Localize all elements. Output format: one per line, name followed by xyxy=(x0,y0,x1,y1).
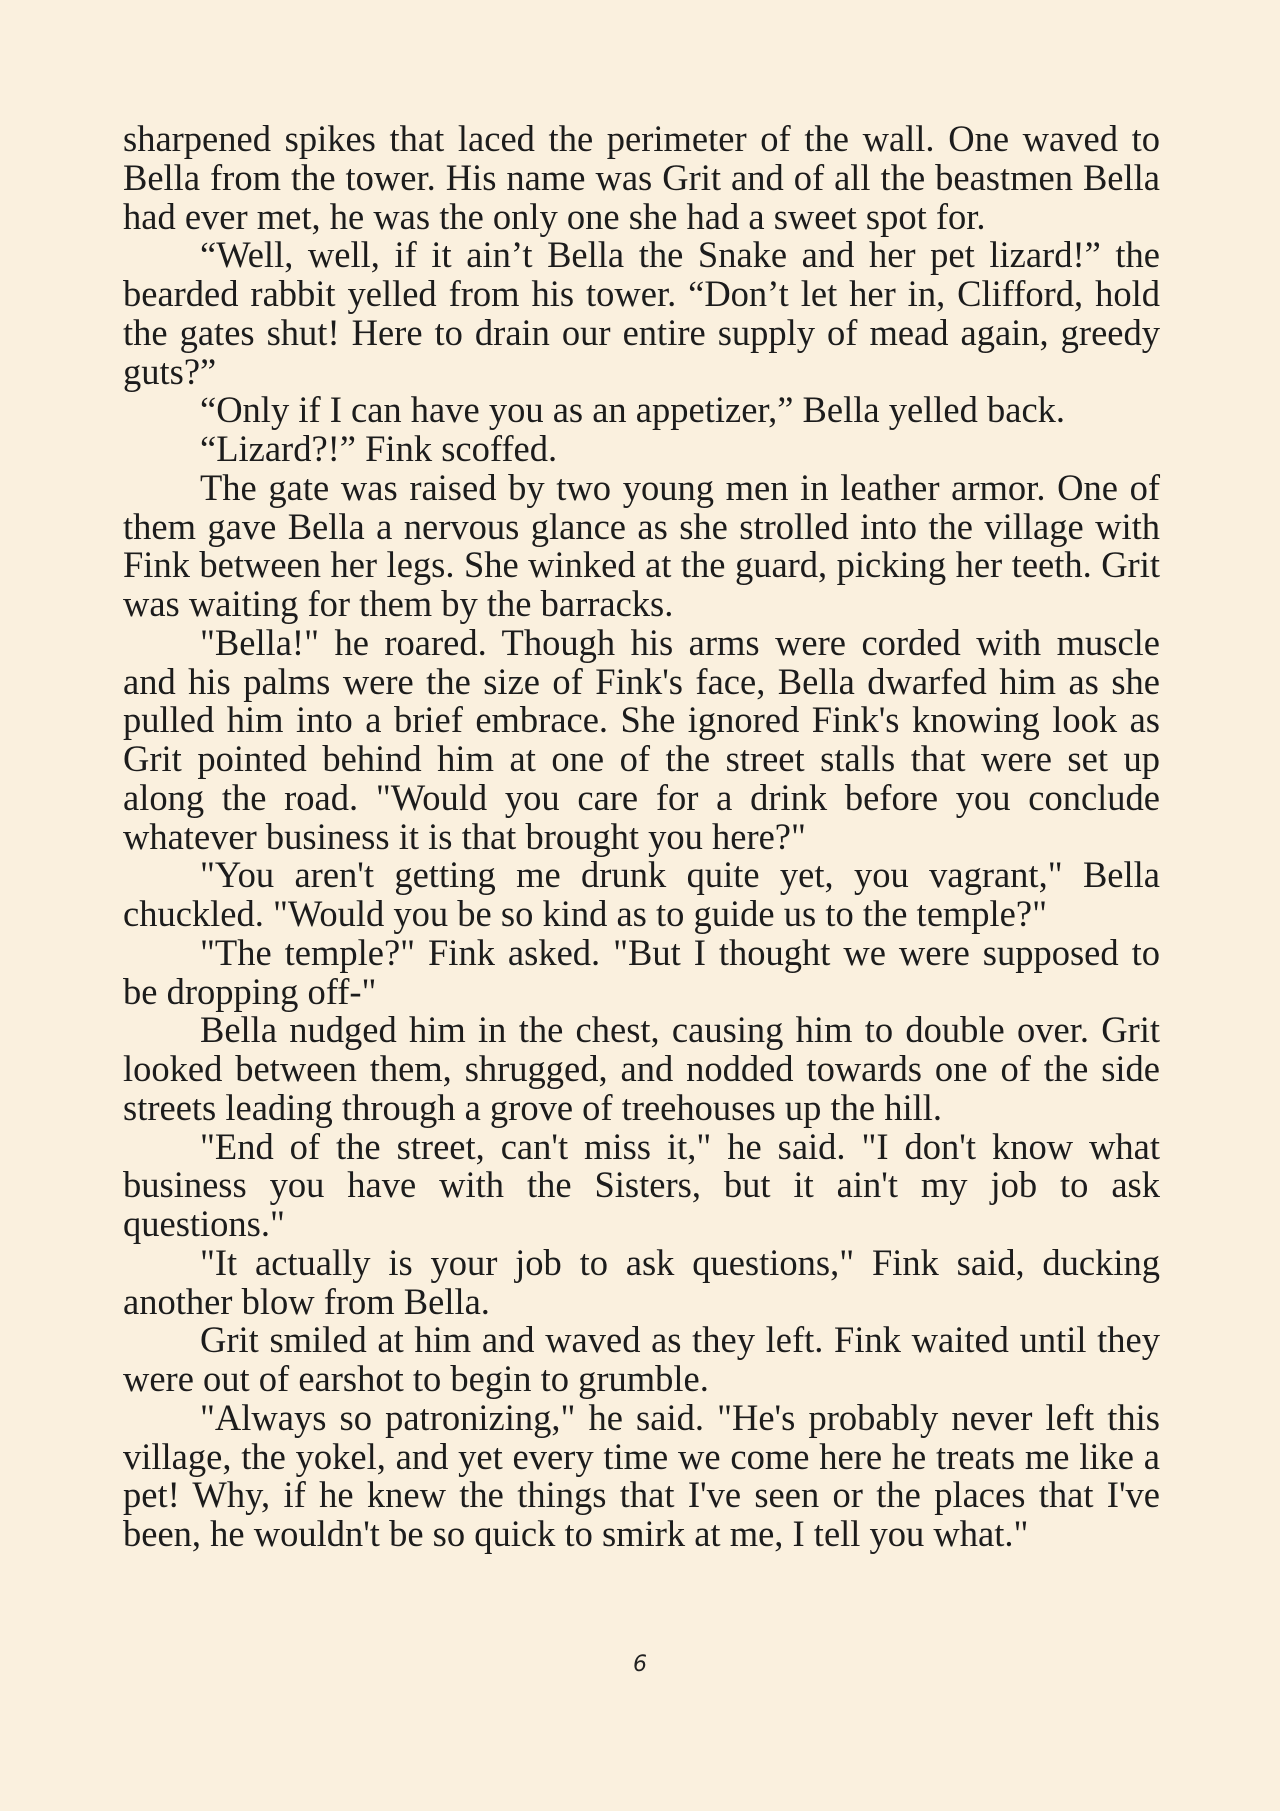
paragraph: "The temple?" Fink asked. "But I thought we were supposed to be dropping off-" xyxy=(123,931,1160,1012)
paragraph: The gate was raised by two young men in leather armor. One of them gave Bella a nervous glance as she strolled into the village with Fink between her legs. She winked at the guard, picking her teeth. Grit was waiting for them by the barracks. xyxy=(123,466,1160,624)
paragraph: "End of the street, can't miss it," he said. "I don't know what business you have with the Sisters, but it ain't my job to ask questions." xyxy=(123,1125,1160,1244)
paragraph: "It actually is your job to ask questions," Fink said, ducking another blow from Bella. xyxy=(123,1241,1160,1322)
page-number: 6 xyxy=(633,1652,647,1677)
paragraph: sharpened spikes that laced the perimeter of the wall. One waved to Bella from the tower. His name was Grit and of all the beastmen Bella had ever met, he was the only one she had a sweet spot for. xyxy=(123,118,1160,237)
paragraph: "Bella!" he roared. Though his arms were corded with muscle and his palms were the size of Fink's face, Bella dwarfed him as she pulled him into a brief embrace. She ignored Fink's knowing look as Grit pointed behind him at one of the street stalls that were set up along the road. "Would you care for a drink before you conclude whatever business it is that brought you here?" xyxy=(123,621,1160,857)
paragraph: "You aren't getting me drunk quite yet, you vagrant," Bella chuckled. "Would you be so kind as to guide us to the temple?" xyxy=(123,854,1160,934)
paragraph: “Only if I can have you as an appetizer,” Bella yelled back. xyxy=(200,389,1066,431)
paragraph: “Lizard?!” Fink scoffed. xyxy=(200,428,558,469)
paragraph: “Well, well, if it ain’t Bella the Snake and her pet lizard!” the bearded rabbit yelled from his tower. “Don’t let her in, Clifford, hold the gates shut! Here to drain our entire supply of mead again, greedy guts?” xyxy=(123,234,1160,392)
paragraph: Grit smiled at him and waved as they left. Fink waited until they were out of earshot to begin to grumble. xyxy=(123,1319,1160,1399)
paragraph: Bella nudged him in the chest, causing him to double over. Grit looked between them, shrugged, and nodded towards one of the side streets leading through a grove of treehouses up the hill. xyxy=(123,1009,1160,1128)
body-text xyxy=(123,120,1160,1554)
paragraph: "Always so patronizing," he said. "He's probably never left this village, the yokel, and yet every time we come here he treats me like a pet! Why, if he knew the things that I've seen or the places that I've been, he wouldn't be so quick to smirk at me, I tell you what." xyxy=(123,1396,1160,1554)
